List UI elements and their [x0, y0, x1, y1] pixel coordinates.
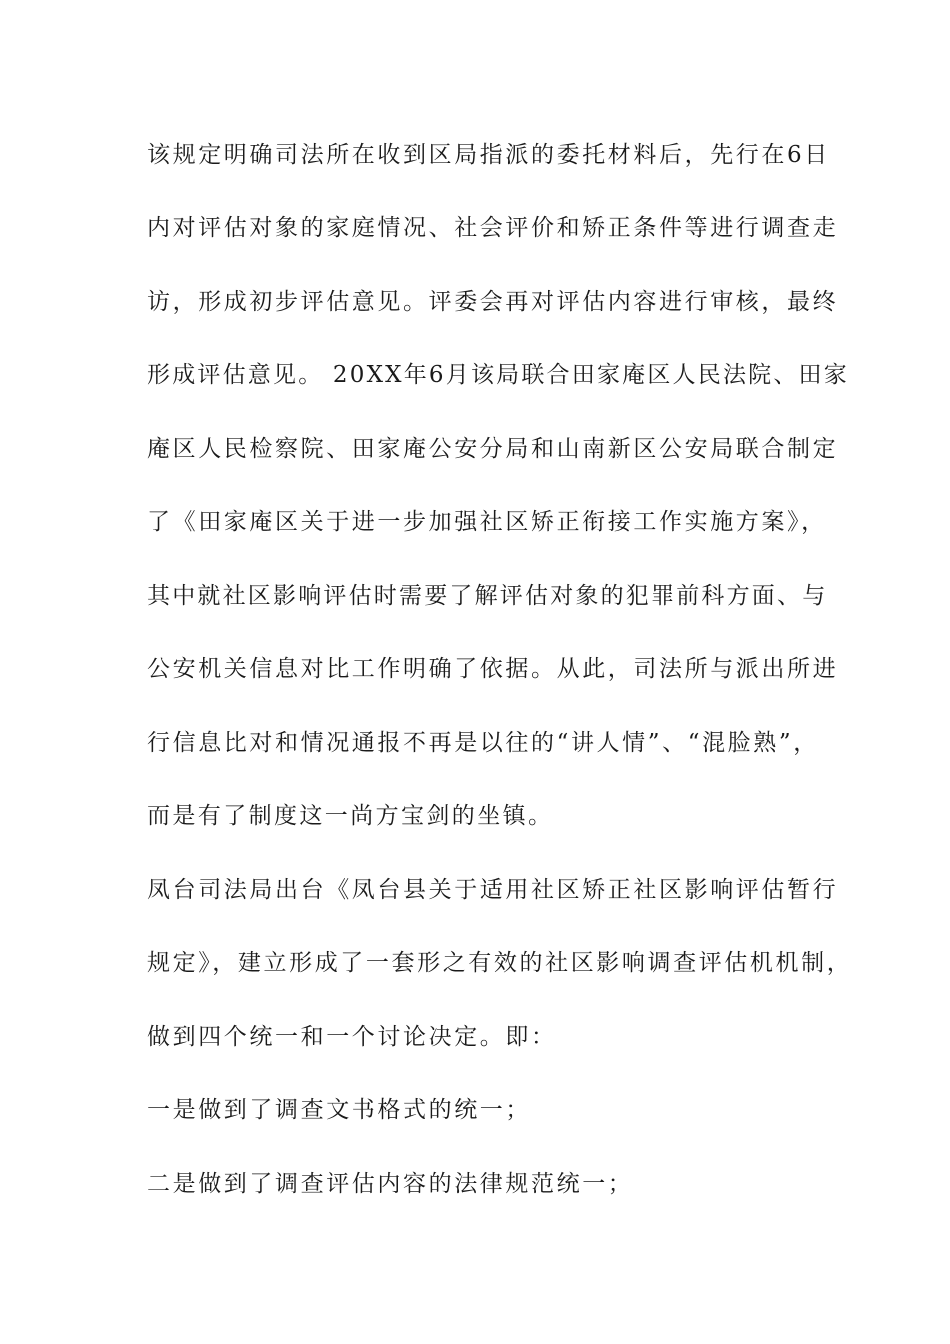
- paragraph-1-line-2: 内对评估对象的家庭情况、社会评价和矫正条件等进行调查走: [147, 215, 839, 241]
- paragraph-2-line-1: 凤台司法局出台《凤台县关于适用社区矫正社区影响评估暂行: [147, 877, 839, 903]
- paragraph-1-line-9: 行信息比对和情况通报不再是以往的“讲人情”、“混脸熟”，: [147, 730, 819, 756]
- paragraph-1-line-3: 访，形成初步评估意见。评委会再对评估内容进行审核，最终: [147, 289, 839, 315]
- paragraph-2-line-3: 做到四个统一和一个讨论决定。即：: [147, 1024, 557, 1050]
- paragraph-1-line-8: 公安机关信息对比工作明确了依据。从此，司法所与派出所进: [147, 656, 839, 682]
- paragraph-1-line-10: 而是有了制度这一尚方宝剑的坐镇。: [147, 803, 554, 829]
- paragraph-1-line-7: 其中就社区影响评估时需要了解评估对象的犯罪前科方面、与: [147, 583, 828, 609]
- list-item-2: 二是做到了调查评估内容的法律规范统一；: [147, 1171, 634, 1197]
- paragraph-1-line-6: 了《田家庵区关于进一步加强社区矫正衔接工作实施方案》，: [147, 509, 827, 535]
- paragraph-2-line-2: 规定》，建立形成了一套形之有效的社区影响调查评估机机制，: [147, 950, 853, 976]
- paragraph-1-line-4: 形成评估意见。 20XX年6月该局联合田家庵区人民法院、田家: [147, 362, 849, 388]
- list-item-1: 一是做到了调查文书格式的统一；: [147, 1097, 531, 1123]
- paragraph-1-line-5: 庵区人民检察院、田家庵公安分局和山南新区公安局联合制定: [147, 436, 839, 462]
- paragraph-1-line-1: 该规定明确司法所在收到区局指派的委托材料后，先行在6日: [147, 142, 830, 168]
